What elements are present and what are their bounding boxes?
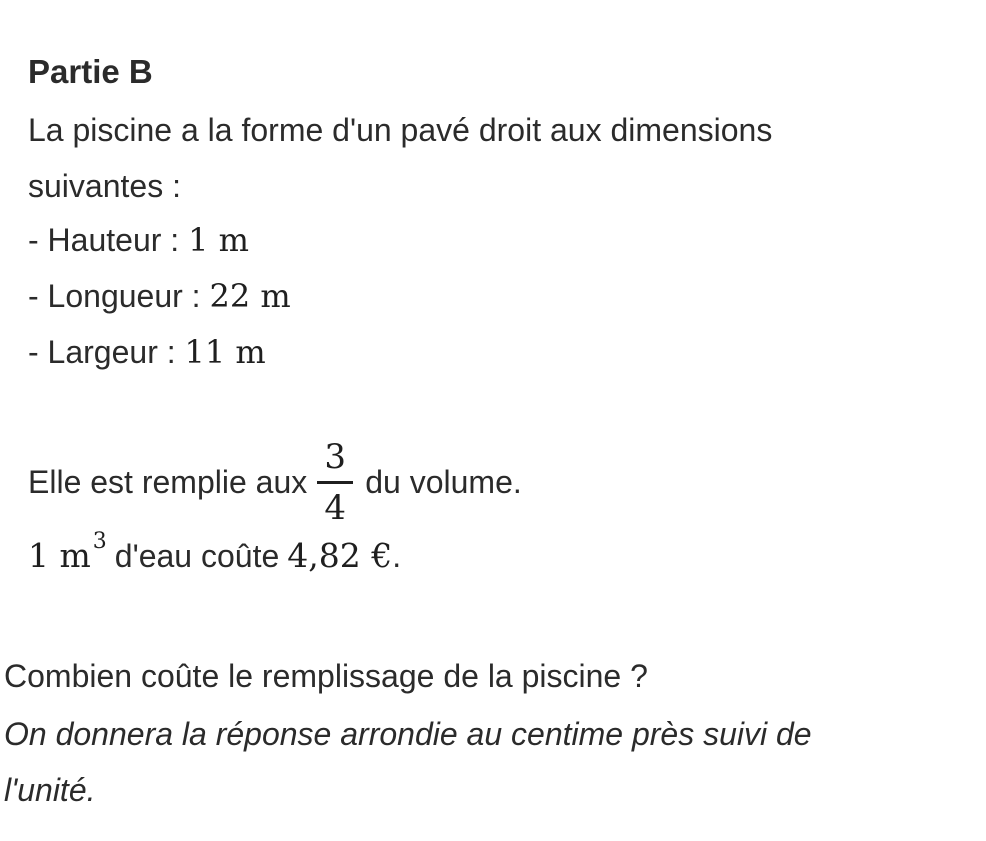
dimension-value: 22 m (209, 277, 291, 315)
fraction-numerator: 3 (324, 436, 347, 477)
water-cost-statement (28, 529, 402, 580)
dimension-value: 11 m (184, 333, 266, 371)
section-title: Partie B (28, 53, 153, 90)
filling-prefix: Elle est remplie aux (28, 464, 308, 500)
dimension-label: - Largeur : (28, 334, 176, 370)
cost-end: . (392, 538, 402, 574)
cost-text: d'eau coûte (114, 538, 280, 574)
instruction-note-line-1: On donnera la réponse arrondie au centime près suivi de (4, 716, 812, 752)
filling-statement (28, 432, 522, 532)
intro-text-line-2: suivantes : (28, 168, 181, 204)
question-text: Combien coûte le remplissage de la piscine ? (4, 658, 648, 694)
price-value: 4,82 € (287, 536, 393, 575)
intro-text-line-1: La piscine a la forme d'un pavé droit aux dimensions (28, 112, 773, 148)
fraction-denominator: 4 (324, 487, 347, 528)
dimension-label: - Longueur : (28, 278, 201, 314)
dimension-label: - Hauteur : (28, 222, 180, 258)
unit-exponent: 3 (92, 529, 107, 554)
volume-unit: 1 m (28, 536, 91, 575)
dimension-value: 1 m (188, 221, 249, 259)
fraction-bar (317, 481, 353, 484)
filling-suffix: du volume. (365, 464, 522, 500)
dimension-width (28, 332, 266, 372)
dimension-height (28, 220, 249, 260)
instruction-note-line-2: l'unité. (4, 772, 96, 808)
fraction-three-quarters (317, 438, 353, 527)
dimension-length (28, 276, 291, 316)
